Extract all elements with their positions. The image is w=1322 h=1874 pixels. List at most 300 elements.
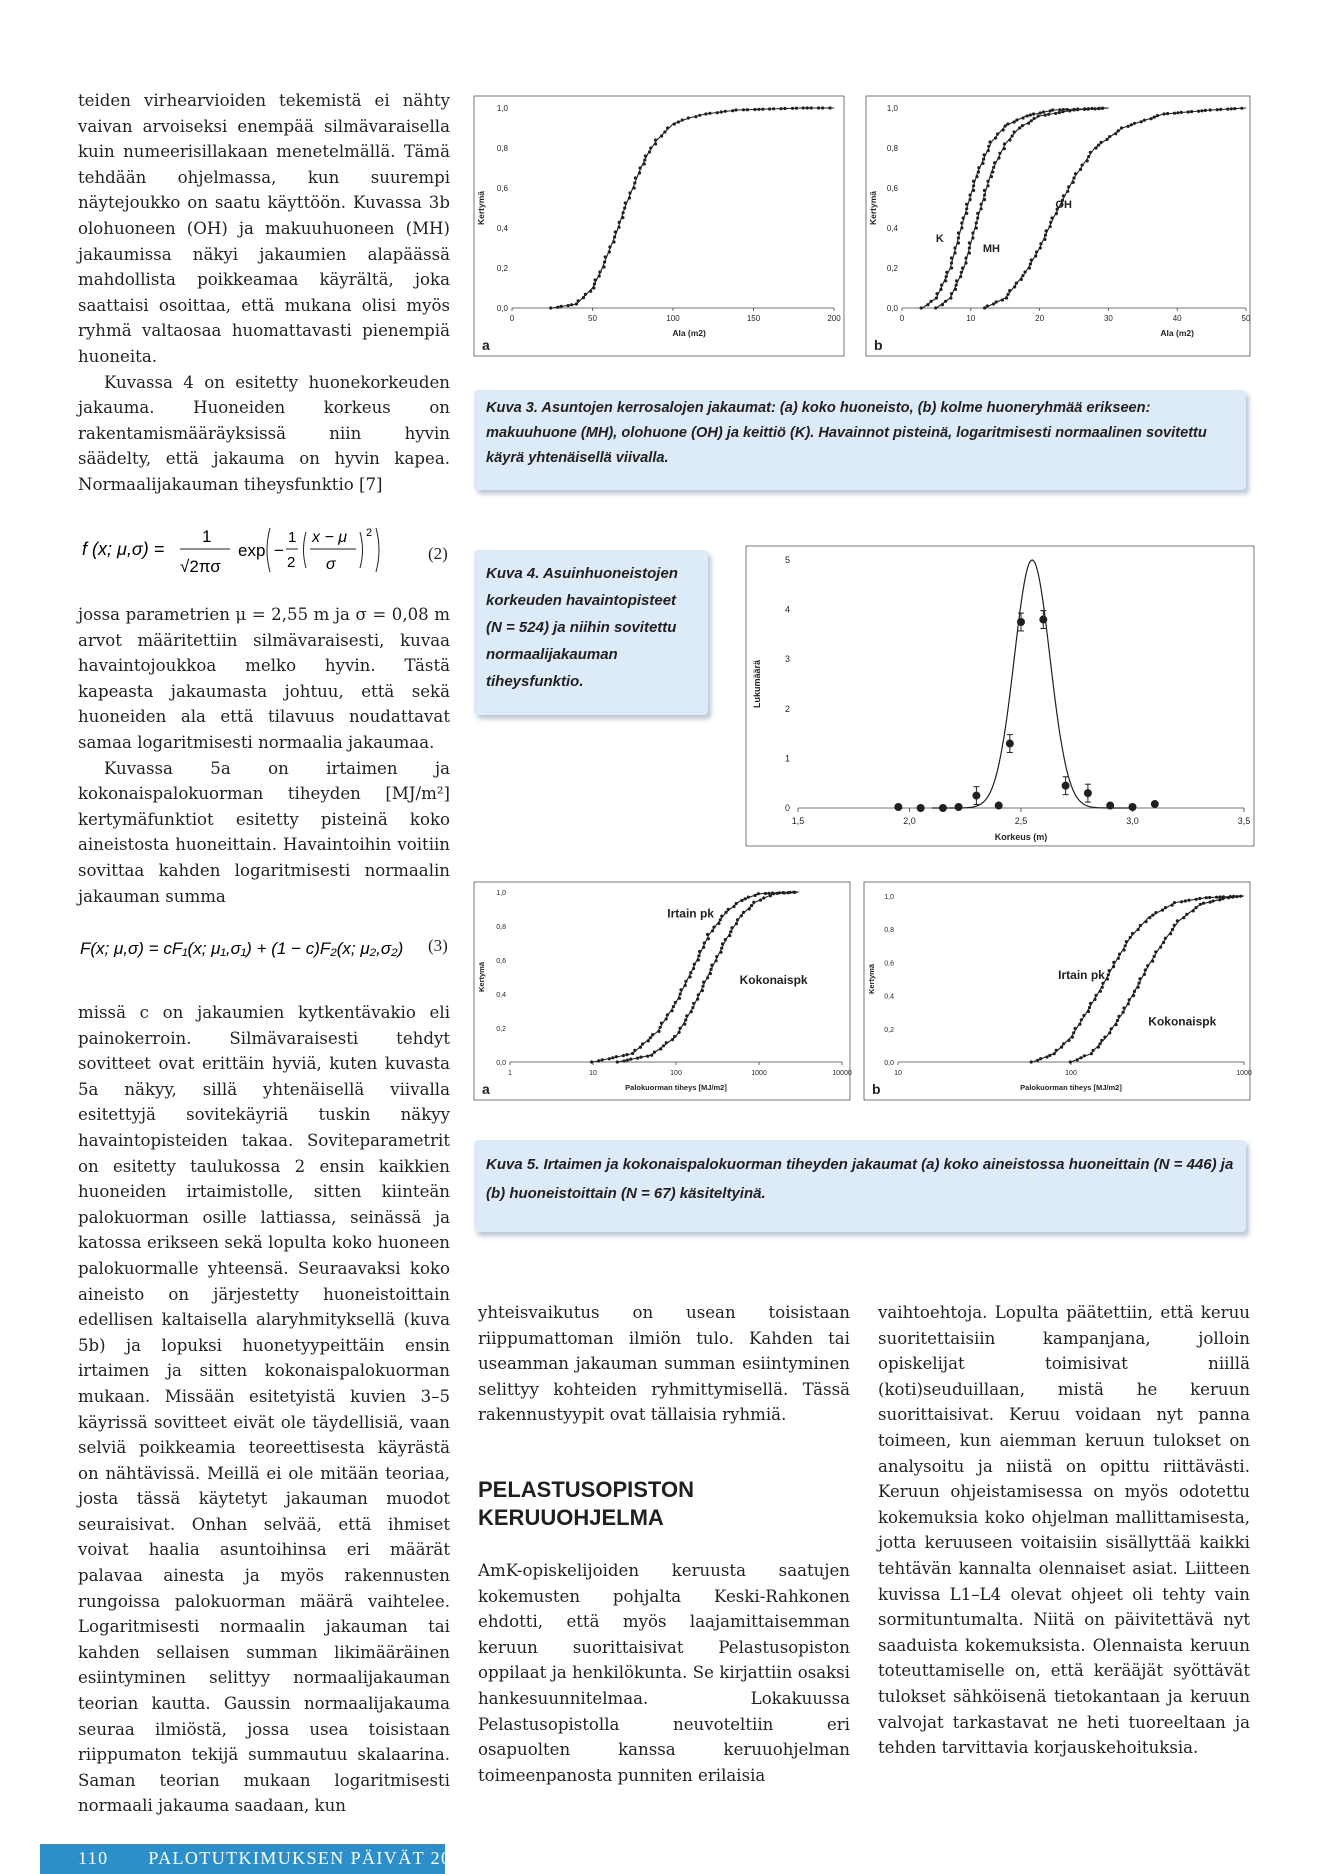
x-tick-label: 20	[1035, 314, 1045, 323]
data-point	[689, 971, 692, 974]
data-point	[1029, 262, 1032, 265]
data-point	[617, 226, 620, 229]
data-point	[744, 897, 747, 900]
data-point	[1108, 1031, 1111, 1034]
data-point	[614, 230, 617, 233]
data-point	[1130, 123, 1133, 126]
data-point	[651, 1033, 654, 1036]
data-point	[592, 286, 595, 289]
figure-4	[746, 546, 1254, 846]
data-point	[945, 275, 948, 278]
caption-text: Kuva 4. Asuinhuoneistojen korkeuden havaintopisteet (N = 524) ja niihin sovitettu normaalijakauman tiheysfunktio.	[486, 565, 678, 690]
data-point	[761, 108, 764, 111]
data-point	[926, 303, 929, 306]
data-point	[693, 963, 696, 966]
data-point	[1039, 1057, 1042, 1060]
data-point	[1176, 111, 1179, 114]
data-point	[734, 108, 737, 111]
data-point	[1039, 616, 1047, 624]
right-column	[878, 1300, 1250, 1761]
data-point	[955, 279, 958, 282]
data-point	[1146, 964, 1149, 967]
label-irtain-pk: Irtain pk	[1058, 968, 1105, 982]
data-point	[1088, 1006, 1091, 1009]
data-point	[1013, 120, 1016, 123]
data-point	[1086, 108, 1089, 111]
data-point	[752, 901, 755, 904]
data-point	[624, 201, 627, 204]
data-point	[1045, 229, 1048, 232]
data-point	[992, 302, 995, 305]
data-point	[629, 1058, 632, 1061]
data-point	[950, 256, 953, 259]
data-point	[698, 950, 701, 953]
data-point	[992, 166, 995, 169]
data-point	[1221, 897, 1224, 900]
data-point	[783, 891, 786, 894]
data-point	[1015, 282, 1018, 285]
data-point	[1002, 128, 1005, 131]
data-point	[1005, 296, 1008, 299]
y-tick-label: 0,6	[884, 960, 894, 968]
data-point	[1166, 112, 1169, 115]
data-point	[731, 109, 734, 112]
data-point	[728, 934, 731, 937]
x-tick-label: 1000	[751, 1070, 767, 1077]
data-point	[616, 1060, 619, 1063]
svg-text:√2πσ: √2πσ	[180, 557, 221, 576]
data-point	[944, 279, 947, 282]
data-point	[1115, 1023, 1118, 1026]
data-point	[1093, 998, 1096, 1001]
data-point	[1055, 212, 1058, 215]
data-point	[1069, 1060, 1072, 1063]
data-point	[608, 250, 611, 253]
data-point	[960, 226, 963, 229]
data-point	[742, 108, 745, 111]
data-point	[1209, 108, 1212, 111]
data-point	[980, 207, 983, 210]
data-point	[1081, 164, 1084, 167]
data-point	[1015, 118, 1018, 121]
label-kokonaispk: Kokonaispk	[1148, 1014, 1217, 1029]
data-point	[727, 908, 730, 911]
data-point	[1028, 266, 1031, 269]
data-point	[950, 266, 953, 269]
data-point	[1048, 1054, 1051, 1057]
y-tick-label: 0,4	[496, 224, 508, 233]
data-point	[1034, 254, 1037, 257]
data-point	[757, 108, 760, 111]
y-tick-label: 0,8	[496, 924, 506, 931]
data-point	[772, 107, 775, 110]
data-point	[1055, 1049, 1058, 1052]
data-point	[615, 1055, 618, 1058]
x-tick-label: 10	[966, 314, 976, 323]
data-point	[625, 1053, 628, 1056]
data-point	[701, 989, 704, 992]
data-point	[1227, 896, 1230, 899]
data-point	[1195, 906, 1198, 909]
data-point	[934, 306, 937, 309]
data-point	[1117, 957, 1120, 960]
data-point	[1133, 990, 1136, 993]
data-point	[584, 293, 587, 296]
data-point	[1133, 122, 1136, 125]
data-point	[1058, 108, 1061, 111]
data-point	[1094, 107, 1097, 110]
data-point	[1083, 108, 1086, 111]
data-point	[965, 212, 968, 215]
data-point	[1187, 899, 1190, 902]
data-point	[1013, 285, 1016, 288]
paragraph: vaihtoehtoja. Lopulta päätettiin, että keruu suoritettaisiin kampanjana, jolloin opiskelijat toimisivat niillä (koti)seuduillaan, mistä he keruun suorittaisivat. Keruu voidaan nyt panna toimeen, kun aiemman keruun tulokset on analysoitu ja niistä on opittu riittävästi. Keruun ohjeistamisessa on myös odotettu kokemuksia koko ohjelman mallittamisesta, jotta keruuseen voitaisiin sisällyttää kaikki tehtävän kannalta olennaiset asiat. Liitteen kuvissa L1–L4 olevat ohjeet oli tehty vain sormituntumalta. Niitä on päivitettävä nyt saaduista kokemuksista. Olennaista keruun toteuttamiselle on, että kerääjät syöttävät tulokset sähköisenä tietokantaan ja keruun valvojat tarkastavat ne heti tuoreeltaan ja tehden tarvittavia korjauskehoituksia.	[878, 1303, 1250, 1758]
y-tick-label: 4	[784, 604, 790, 615]
data-point	[735, 902, 738, 905]
data-point	[717, 922, 720, 925]
data-point	[593, 282, 596, 285]
data-point	[1122, 1011, 1125, 1014]
data-point	[665, 1041, 668, 1044]
data-point	[1151, 960, 1154, 963]
data-point	[1107, 973, 1110, 976]
data-point	[1154, 911, 1157, 914]
y-tick-label: 3	[784, 654, 790, 665]
paragraph: missä c on jakaumien kytkentävakio eli painokerroin. Silmävaraisesti tehdyt sovitteet ovat erittäin hyviä, kuten kuvasta 5a näkyy, sillä yhtenäisellä viivalla esitettyjä sovitekäyriä tuskin näkyy havaintopisteiden takaa. Soviteparametrit on esitetty taulukossa 2 ensin kaikkien huoneiden irtaimistolle, sitten kiinteän palokuorman osille lattiassa, seinässä ja katossa erikseen sekä lopulta koko huoneen palokuormalle yhteensä. Seuraavaksi koko aineisto on järjestetty huoneistoittain edellisen kaltaisella alaryhmityksellä (kuva 5b) ja lopuksi huonetyypeittäin ensin irtaimen ja sitten kokonaispalokuorman mukaan. Missään esitetyistä kuvien 3–5 käyrissä sovitteet eivät ole täydellisiä, vaan selviä poikkeamia teoreettisesta käyrästä on nähtävissä. Meillä ei ole mitään teoriaa, josta tässä käytetyt jakauman muodot seuraisivat. Onhan selvää, että ihmiset voivat haalia asuntoihinsa eri määrät palavaa ainesta ja myös rakennusten rungoissa palokuorman määrä vaihtelee. Logaritmisesti normaalin jakauman tai kahden sellaisen summan likimääräinen esiintyminen selittyy normaalijakauman teorian kautta. Gaussin normaalijakauma seuraa ilmiöstä, jossa usea toisistaan riippumaton tekijä summautuu skalaarina. Saman teorian mukaan logaritmisesti normaali jakauma saadaan, kun	[78, 1003, 450, 1816]
data-point	[1027, 122, 1030, 125]
data-point	[1240, 107, 1243, 110]
data-point	[1209, 901, 1212, 904]
x-axis-label: Ala (m2)	[1160, 328, 1194, 338]
x-tick-label: 1,5	[791, 816, 805, 826]
heading-line: KERUUOHJELMA	[478, 1505, 664, 1530]
data-point	[1173, 924, 1176, 927]
data-point	[1171, 904, 1174, 907]
data-point	[671, 1009, 674, 1012]
data-point	[1099, 990, 1102, 993]
data-point	[704, 112, 707, 115]
equation-2-number: (2)	[428, 544, 448, 563]
data-point	[976, 216, 979, 219]
x-tick-label: 3,5	[1237, 816, 1251, 826]
data-point	[977, 166, 980, 169]
data-point	[1137, 986, 1140, 989]
x-tick-label: 1	[508, 1070, 512, 1077]
data-point	[1087, 1010, 1090, 1013]
data-point	[603, 260, 606, 263]
equation-2	[80, 520, 460, 580]
data-point	[646, 1055, 649, 1058]
data-point	[762, 896, 765, 899]
data-point	[1208, 896, 1211, 899]
data-point	[1011, 134, 1014, 137]
data-point	[1127, 125, 1130, 128]
data-point	[1035, 250, 1038, 253]
data-point	[1197, 110, 1200, 113]
data-point	[1108, 135, 1111, 138]
data-point	[1129, 936, 1132, 939]
y-tick-label: 0,0	[884, 1060, 894, 1067]
data-point	[772, 892, 775, 895]
figure-5	[474, 882, 1250, 1100]
data-point	[917, 804, 925, 812]
data-point	[1066, 190, 1069, 193]
data-point	[663, 130, 666, 133]
data-point	[960, 271, 963, 274]
data-point	[577, 299, 580, 302]
data-point	[977, 170, 980, 173]
panel-frame	[746, 546, 1254, 846]
data-point	[622, 211, 625, 214]
data-point	[960, 221, 963, 224]
data-point	[1049, 225, 1052, 228]
data-point	[602, 265, 605, 268]
data-point	[764, 892, 767, 895]
data-point	[983, 306, 986, 309]
panel-frame	[474, 882, 850, 1100]
data-point	[1171, 928, 1174, 931]
data-point	[1123, 948, 1126, 951]
data-point	[969, 198, 972, 201]
data-point	[1138, 977, 1141, 980]
data-point	[1020, 278, 1023, 281]
data-point	[724, 938, 727, 941]
x-tick-label: 150	[746, 314, 761, 323]
data-point	[982, 158, 985, 161]
data-point	[1117, 129, 1120, 132]
data-point	[968, 251, 971, 254]
data-point	[986, 180, 989, 183]
data-point	[793, 891, 796, 894]
figure-3-plots	[474, 96, 1250, 356]
data-point	[697, 958, 700, 961]
svg-text:1: 1	[202, 527, 212, 546]
data-point	[716, 111, 719, 114]
data-point	[1076, 108, 1079, 111]
y-axis-label: Kertymä	[868, 190, 878, 226]
data-point	[1067, 1039, 1070, 1042]
y-tick-label: 0,6	[496, 184, 508, 193]
data-point	[986, 304, 989, 307]
caption-kuva-5	[474, 1140, 1246, 1232]
data-point	[1169, 932, 1172, 935]
data-point	[1022, 116, 1025, 119]
data-point	[681, 118, 684, 121]
data-point	[779, 107, 782, 110]
data-point	[1090, 1052, 1093, 1055]
data-point	[1068, 109, 1071, 112]
data-point	[1176, 919, 1179, 922]
data-point	[1086, 159, 1089, 162]
paragraph: AmK-opiskelijoiden keruusta saatujen kokemusten pohjalta Keski-Rahkonen ehdotti, että myös laajamittaisemman keruun suorittaisivat Pelastusopiston oppilaat ja henkilökunta. Se kirjattiin osaksi hankesuunnitelmaa. Lokakuussa Pelastusopistolla neuvoteltiin eri osapuolten kanssa keruuohjelman toimeenpanosta punniten erilaisia	[478, 1561, 850, 1785]
data-point	[1007, 293, 1010, 296]
data-point	[1101, 107, 1104, 110]
data-point	[1100, 1039, 1103, 1042]
data-point	[703, 941, 706, 944]
data-point	[679, 1027, 682, 1030]
data-point	[684, 980, 687, 983]
data-point	[740, 914, 743, 917]
data-point	[659, 1047, 662, 1050]
data-point	[1094, 146, 1097, 149]
data-point	[1072, 108, 1075, 111]
data-point	[672, 1005, 675, 1008]
data-point	[598, 270, 601, 273]
y-tick-label: 0,2	[886, 264, 898, 273]
y-tick-label: 0,6	[886, 184, 898, 193]
data-point	[750, 904, 753, 907]
caption-text: Kuva 3. Asuntojen kerrosalojen jakaumat: (a) koko huoneisto, (b) kolme huoneryhmää erikseen: makuuhuone (MH), olohuone (OH) ja keittiö (K). Havainnot pisteinä, logaritmisesti normaalinen sovitettu käyrä yhtenäisellä viivalla.	[486, 400, 1207, 466]
data-point	[742, 911, 745, 914]
data-point	[684, 1018, 687, 1021]
data-point	[613, 235, 616, 238]
data-point	[1044, 114, 1047, 117]
data-point	[623, 206, 626, 209]
data-point	[965, 203, 968, 206]
data-point	[965, 207, 968, 210]
data-point	[694, 115, 697, 118]
data-point	[776, 892, 779, 895]
data-point	[1230, 107, 1233, 110]
data-point	[1097, 1046, 1100, 1049]
data-point	[628, 196, 631, 199]
data-point	[972, 189, 975, 192]
data-point	[1030, 1060, 1033, 1063]
annotation-mh: MH	[982, 243, 1000, 255]
data-point	[644, 154, 647, 157]
data-point	[1124, 944, 1127, 947]
data-point	[981, 162, 984, 165]
panel-frame	[864, 882, 1250, 1100]
paragraph: Kuvassa 5a on irtaimen ja kokonaispalokuorman tiheyden [MJ/m²] kertymäfunktiot esitetty pisteinä koko aineistosta huoneittain. Havaintoihin voitiin sovittaa kahden logaritmisesti normaalin jakauman summa	[78, 758, 450, 906]
data-point	[639, 166, 642, 169]
data-point	[828, 106, 831, 109]
data-point	[810, 106, 813, 109]
data-point	[950, 292, 953, 295]
data-point	[1199, 903, 1202, 906]
equation-3	[78, 930, 418, 966]
data-point	[1047, 113, 1050, 116]
data-point	[598, 274, 601, 277]
data-point	[1110, 1027, 1113, 1030]
data-point	[1180, 900, 1183, 903]
y-tick-label: 1,0	[496, 890, 506, 897]
data-point	[1127, 1002, 1130, 1005]
data-point	[697, 993, 700, 996]
data-point	[998, 152, 1001, 155]
data-point	[1021, 274, 1024, 277]
x-tick-label: 30	[1103, 314, 1113, 323]
data-point	[660, 134, 663, 137]
data-point	[1045, 1055, 1048, 1058]
data-point	[1101, 982, 1104, 985]
data-point	[643, 162, 646, 165]
data-point	[1076, 1058, 1079, 1061]
data-point	[1087, 155, 1090, 158]
y-tick-label: 0,8	[886, 144, 898, 153]
data-point	[1037, 114, 1040, 117]
data-point	[1114, 132, 1117, 135]
data-point	[649, 146, 652, 149]
data-point	[1008, 138, 1011, 141]
y-tick-label: 0,0	[496, 304, 508, 313]
data-point	[1097, 144, 1100, 147]
x-tick-label: 50	[1241, 314, 1251, 323]
data-point	[626, 1059, 629, 1062]
data-point	[1032, 112, 1035, 115]
data-point	[556, 306, 559, 309]
data-point	[1003, 142, 1006, 145]
y-tick-label: 0,0	[886, 304, 898, 313]
y-tick-label: 0,0	[496, 1060, 506, 1067]
data-point	[673, 1035, 676, 1038]
data-point	[706, 933, 709, 936]
data-point	[783, 107, 786, 110]
data-point	[748, 907, 751, 910]
data-point	[821, 106, 824, 109]
data-point	[685, 1014, 688, 1017]
x-tick-label: 10000	[832, 1070, 852, 1077]
data-point	[690, 1010, 693, 1013]
data-point	[753, 108, 756, 111]
x-tick-label: 50	[588, 314, 597, 323]
data-point	[689, 975, 692, 978]
data-point	[953, 251, 956, 254]
data-point	[684, 984, 687, 987]
svg-text:f (x; μ,σ) =: f (x; μ,σ) =	[82, 539, 165, 559]
data-point	[1030, 119, 1033, 122]
y-axis-label: Kertymä	[867, 963, 876, 995]
data-point	[643, 158, 646, 161]
equation-2-formula	[80, 520, 450, 580]
data-point	[1173, 112, 1176, 115]
x-axis-label: Palokuorman tiheys [MJ/m2]	[625, 1083, 727, 1092]
data-point	[1053, 1052, 1056, 1055]
data-point	[649, 1036, 652, 1039]
svg-text:x − μ: x − μ	[312, 529, 347, 546]
data-point	[1154, 950, 1157, 953]
data-point	[1082, 1014, 1085, 1017]
data-point	[720, 110, 723, 113]
data-point	[679, 988, 682, 991]
chart-panel-fig5b	[864, 882, 1252, 1100]
data-point	[582, 296, 585, 299]
data-point	[1108, 969, 1111, 972]
data-point	[1106, 138, 1109, 141]
x-tick-label: 10	[894, 1070, 902, 1077]
data-point	[754, 894, 757, 897]
data-point	[1079, 168, 1082, 171]
data-point	[993, 161, 996, 164]
data-point	[1215, 896, 1218, 899]
data-point	[1024, 270, 1027, 273]
data-point	[633, 186, 636, 189]
data-point	[638, 171, 641, 174]
y-tick-label: 0,4	[884, 993, 894, 1001]
data-point	[1017, 618, 1025, 626]
data-point	[971, 236, 974, 239]
data-point	[996, 132, 999, 135]
data-point	[1039, 246, 1042, 249]
data-point	[724, 110, 727, 113]
data-point	[1200, 109, 1203, 112]
y-tick-label: 0,2	[884, 1026, 894, 1034]
annotation-oh: OH	[1055, 199, 1072, 211]
data-point	[1044, 234, 1047, 237]
data-point	[736, 918, 739, 921]
data-point	[1060, 1046, 1063, 1049]
data-point	[962, 216, 965, 219]
